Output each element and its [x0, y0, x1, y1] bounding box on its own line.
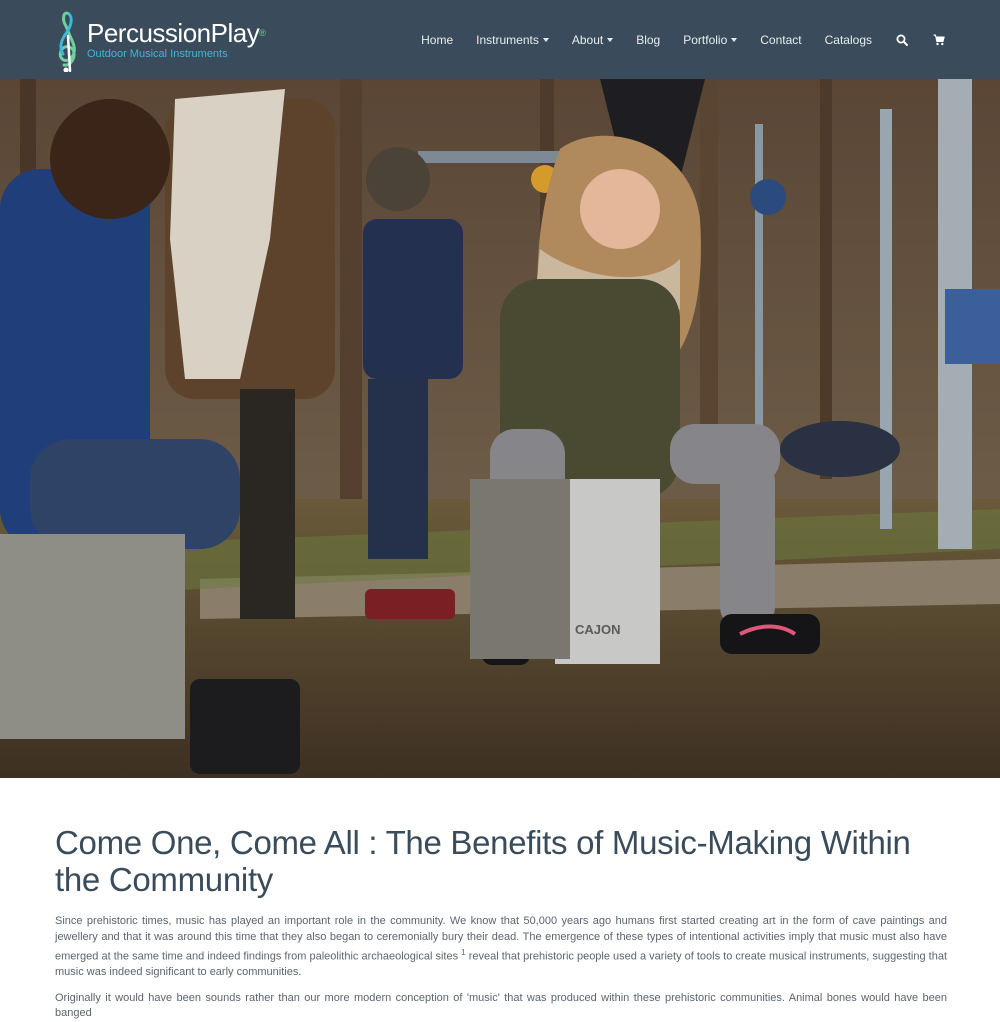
- nav-instruments[interactable]: [476, 33, 549, 47]
- nav-contact[interactable]: [760, 33, 801, 47]
- nav-catalogs[interactable]: [825, 33, 872, 47]
- cart-button[interactable]: [932, 33, 946, 47]
- nav-home-label: Home: [421, 32, 454, 47]
- main-nav: [398, 0, 946, 79]
- nav-catalogs-label: Catalogs: [824, 32, 872, 47]
- footnote-marker[interactable]: 1: [461, 948, 466, 957]
- brand-name: [87, 20, 265, 46]
- brand-logo[interactable]: [53, 8, 265, 72]
- hero-image: [0, 79, 1000, 778]
- nav-contact-label: Contact: [760, 32, 802, 47]
- nav-home[interactable]: [421, 33, 453, 47]
- nav-blog-label: Blog: [636, 32, 661, 47]
- caret-down-icon: [607, 38, 613, 42]
- site-header: [0, 0, 1000, 79]
- registered-mark: ®: [259, 28, 266, 38]
- caret-down-icon: [543, 38, 549, 42]
- treble-clef-icon: [53, 8, 83, 72]
- nav-instruments-label: Instruments: [476, 32, 539, 47]
- nav-blog[interactable]: [636, 33, 660, 47]
- article-paragraph-2: Originally it would have been sounds rather than our more modern conception of 'music' that was produced within these prehistoric communities. Animal bones would have been banged: [55, 991, 947, 1020]
- search-icon: [896, 34, 908, 46]
- nav-about-label: About: [571, 32, 604, 47]
- nav-about[interactable]: [572, 33, 613, 47]
- article: [55, 824, 947, 1022]
- cajon-label: CAJON: [575, 622, 621, 637]
- nav-portfolio[interactable]: [683, 33, 737, 47]
- brand-tagline: Outdoor Musical Instruments: [87, 48, 228, 60]
- nav-portfolio-label: Portfolio: [683, 32, 728, 47]
- cart-icon: [933, 34, 945, 46]
- paragraph-1-text-cont: reveal that prehistoric people used a variety of tools to create musical instruments, suggesting that music was indeed significant to early communities.: [55, 950, 948, 979]
- brand-text: [87, 20, 265, 60]
- article-paragraph-1: [55, 914, 947, 981]
- caret-down-icon: [731, 38, 737, 42]
- search-button[interactable]: [895, 33, 909, 47]
- brand-name-text: PercussionPlay: [87, 18, 260, 48]
- hero-photo-illustration: [0, 79, 1000, 778]
- article-title: Come One, Come All : The Benefits of Music-Making Within the Community: [55, 824, 911, 898]
- paragraph-1-text: Since prehistoric times, music has played an important role in the community. We know that 50,000 years ago humans first started creating art in the form of cave paintings and jewellery and that it was around this time that they also began to ceremonially bury their dead. The emergence of these types of intentional activities imply that music must also have emerged at the same time and indeed findings from paleolithic archaeological sites: [55, 915, 947, 963]
